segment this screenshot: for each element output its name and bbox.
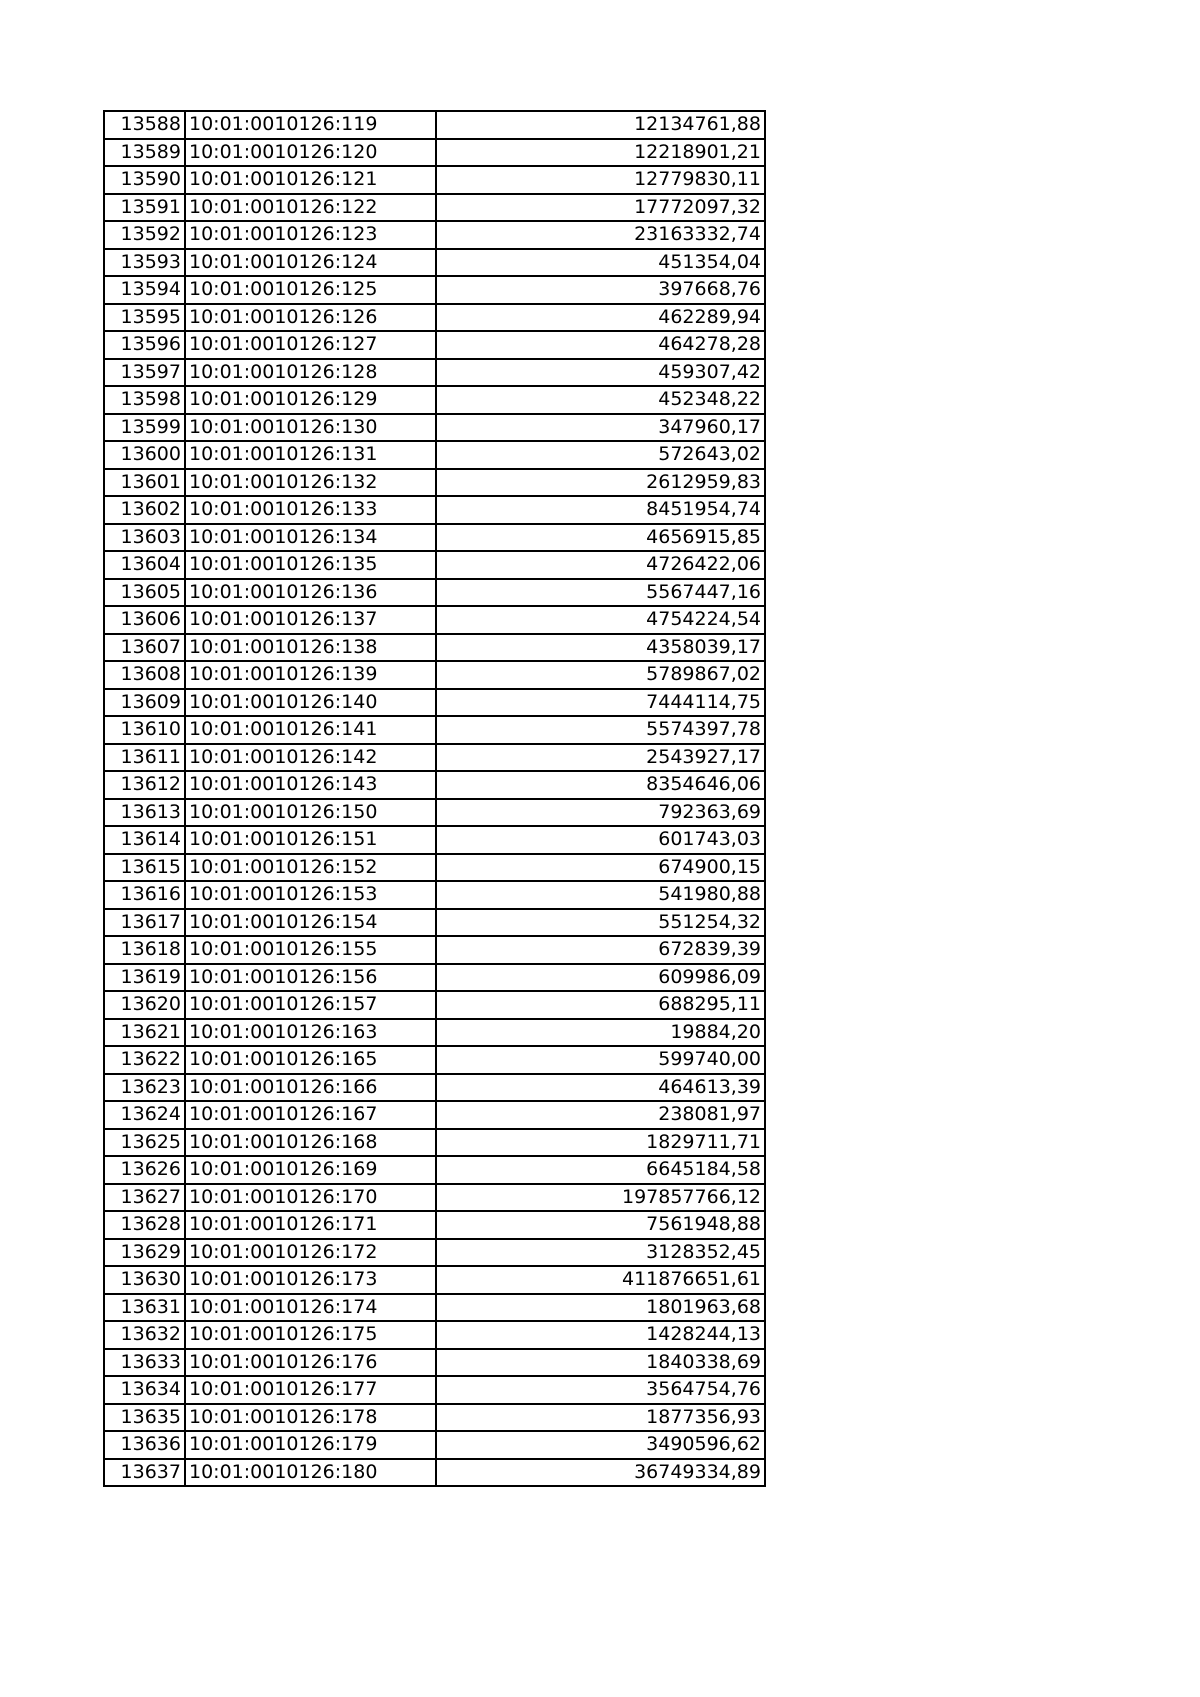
value-cell: 1801963,68 [436, 1294, 765, 1322]
cadastral-number-cell: 10:01:0010126:177 [185, 1376, 436, 1404]
value-cell: 19884,20 [436, 1019, 765, 1047]
row-number-cell: 13592 [104, 221, 185, 249]
row-number-cell: 13598 [104, 386, 185, 414]
row-number-cell: 13593 [104, 249, 185, 277]
table-row [104, 881, 765, 909]
row-number-cell: 13616 [104, 881, 185, 909]
cadastral-number-cell: 10:01:0010126:130 [185, 414, 436, 442]
table-row [104, 139, 765, 167]
cadastral-number-cell: 10:01:0010126:137 [185, 606, 436, 634]
row-number-cell: 13624 [104, 1101, 185, 1129]
row-number-cell: 13599 [104, 414, 185, 442]
table-row [104, 964, 765, 992]
table-row [104, 606, 765, 634]
row-number-cell: 13604 [104, 551, 185, 579]
cadastral-number-cell: 10:01:0010126:176 [185, 1349, 436, 1377]
value-cell: 4656915,85 [436, 524, 765, 552]
value-cell: 8354646,06 [436, 771, 765, 799]
row-number-cell: 13630 [104, 1266, 185, 1294]
cadastral-number-cell: 10:01:0010126:139 [185, 661, 436, 689]
row-number-cell: 13617 [104, 909, 185, 937]
row-number-cell: 13605 [104, 579, 185, 607]
cadastral-number-cell: 10:01:0010126:175 [185, 1321, 436, 1349]
value-cell: 599740,00 [436, 1046, 765, 1074]
table-row [104, 414, 765, 442]
value-cell: 452348,22 [436, 386, 765, 414]
value-cell: 601743,03 [436, 826, 765, 854]
cadastral-number-cell: 10:01:0010126:171 [185, 1211, 436, 1239]
value-cell: 197857766,12 [436, 1184, 765, 1212]
value-cell: 7444114,75 [436, 689, 765, 717]
value-cell: 459307,42 [436, 359, 765, 387]
row-number-cell: 13588 [104, 111, 185, 139]
table-row [104, 991, 765, 1019]
cadastral-number-cell: 10:01:0010126:132 [185, 469, 436, 497]
cadastral-number-cell: 10:01:0010126:174 [185, 1294, 436, 1322]
table-row [104, 1459, 765, 1487]
row-number-cell: 13632 [104, 1321, 185, 1349]
value-cell: 4358039,17 [436, 634, 765, 662]
cadastral-number-cell: 10:01:0010126:126 [185, 304, 436, 332]
row-number-cell: 13629 [104, 1239, 185, 1267]
table-row [104, 304, 765, 332]
value-cell: 8451954,74 [436, 496, 765, 524]
value-cell: 551254,32 [436, 909, 765, 937]
table-row [104, 1239, 765, 1267]
cadastral-number-cell: 10:01:0010126:179 [185, 1431, 436, 1459]
table-row [104, 249, 765, 277]
cadastral-number-cell: 10:01:0010126:157 [185, 991, 436, 1019]
cadastral-number-cell: 10:01:0010126:121 [185, 166, 436, 194]
table-row [104, 111, 765, 139]
value-cell: 464613,39 [436, 1074, 765, 1102]
row-number-cell: 13613 [104, 799, 185, 827]
table-row [104, 1101, 765, 1129]
cadastral-number-cell: 10:01:0010126:172 [185, 1239, 436, 1267]
value-cell: 3128352,45 [436, 1239, 765, 1267]
row-number-cell: 13628 [104, 1211, 185, 1239]
row-number-cell: 13610 [104, 716, 185, 744]
cadastral-number-cell: 10:01:0010126:128 [185, 359, 436, 387]
cadastral-number-cell: 10:01:0010126:134 [185, 524, 436, 552]
row-number-cell: 13595 [104, 304, 185, 332]
table-row [104, 1321, 765, 1349]
row-number-cell: 13637 [104, 1459, 185, 1487]
value-cell: 609986,09 [436, 964, 765, 992]
table-row [104, 524, 765, 552]
cadastral-number-cell: 10:01:0010126:156 [185, 964, 436, 992]
table-row [104, 1211, 765, 1239]
row-number-cell: 13607 [104, 634, 185, 662]
row-number-cell: 13636 [104, 1431, 185, 1459]
cadastral-number-cell: 10:01:0010126:133 [185, 496, 436, 524]
table-row [104, 661, 765, 689]
row-number-cell: 13619 [104, 964, 185, 992]
value-cell: 541980,88 [436, 881, 765, 909]
cadastral-number-cell: 10:01:0010126:142 [185, 744, 436, 772]
row-number-cell: 13611 [104, 744, 185, 772]
cadastral-number-cell: 10:01:0010126:173 [185, 1266, 436, 1294]
value-cell: 1428244,13 [436, 1321, 765, 1349]
cadastral-number-cell: 10:01:0010126:167 [185, 1101, 436, 1129]
value-cell: 572643,02 [436, 441, 765, 469]
table-row [104, 359, 765, 387]
value-cell: 3564754,76 [436, 1376, 765, 1404]
value-cell: 688295,11 [436, 991, 765, 1019]
table-row [104, 1294, 765, 1322]
data-table [103, 110, 766, 1487]
cadastral-number-cell: 10:01:0010126:180 [185, 1459, 436, 1487]
cadastral-number-cell: 10:01:0010126:123 [185, 221, 436, 249]
value-cell: 5567447,16 [436, 579, 765, 607]
cadastral-number-cell: 10:01:0010126:170 [185, 1184, 436, 1212]
row-number-cell: 13591 [104, 194, 185, 222]
table-row [104, 166, 765, 194]
row-number-cell: 13590 [104, 166, 185, 194]
cadastral-number-cell: 10:01:0010126:135 [185, 551, 436, 579]
value-cell: 1840338,69 [436, 1349, 765, 1377]
row-number-cell: 13620 [104, 991, 185, 1019]
row-number-cell: 13606 [104, 606, 185, 634]
value-cell: 397668,76 [436, 276, 765, 304]
cadastral-number-cell: 10:01:0010126:124 [185, 249, 436, 277]
cadastral-number-cell: 10:01:0010126:152 [185, 854, 436, 882]
table-row [104, 1349, 765, 1377]
cadastral-number-cell: 10:01:0010126:120 [185, 139, 436, 167]
row-number-cell: 13602 [104, 496, 185, 524]
row-number-cell: 13615 [104, 854, 185, 882]
row-number-cell: 13597 [104, 359, 185, 387]
value-cell: 5789867,02 [436, 661, 765, 689]
value-cell: 7561948,88 [436, 1211, 765, 1239]
row-number-cell: 13621 [104, 1019, 185, 1047]
cadastral-number-cell: 10:01:0010126:178 [185, 1404, 436, 1432]
table-row [104, 716, 765, 744]
value-cell: 347960,17 [436, 414, 765, 442]
value-cell: 464278,28 [436, 331, 765, 359]
value-cell: 674900,15 [436, 854, 765, 882]
cadastral-number-cell: 10:01:0010126:143 [185, 771, 436, 799]
table-row [104, 1074, 765, 1102]
table-row [104, 276, 765, 304]
cadastral-number-cell: 10:01:0010126:153 [185, 881, 436, 909]
value-cell: 36749334,89 [436, 1459, 765, 1487]
row-number-cell: 13626 [104, 1156, 185, 1184]
value-cell: 238081,97 [436, 1101, 765, 1129]
row-number-cell: 13631 [104, 1294, 185, 1322]
value-cell: 411876651,61 [436, 1266, 765, 1294]
table-row [104, 1129, 765, 1157]
table-row [104, 496, 765, 524]
cadastral-number-cell: 10:01:0010126:151 [185, 826, 436, 854]
table-row [104, 551, 765, 579]
row-number-cell: 13601 [104, 469, 185, 497]
row-number-cell: 13589 [104, 139, 185, 167]
table-row [104, 744, 765, 772]
cadastral-number-cell: 10:01:0010126:165 [185, 1046, 436, 1074]
value-cell: 4754224,54 [436, 606, 765, 634]
cadastral-number-cell: 10:01:0010126:163 [185, 1019, 436, 1047]
row-number-cell: 13627 [104, 1184, 185, 1212]
table-row [104, 579, 765, 607]
value-cell: 1829711,71 [436, 1129, 765, 1157]
table-row [104, 386, 765, 414]
table-row [104, 1376, 765, 1404]
table-row [104, 331, 765, 359]
cadastral-number-cell: 10:01:0010126:131 [185, 441, 436, 469]
table-row [104, 1019, 765, 1047]
table-row [104, 936, 765, 964]
row-number-cell: 13603 [104, 524, 185, 552]
cadastral-number-cell: 10:01:0010126:154 [185, 909, 436, 937]
row-number-cell: 13600 [104, 441, 185, 469]
cadastral-number-cell: 10:01:0010126:136 [185, 579, 436, 607]
value-cell: 1877356,93 [436, 1404, 765, 1432]
row-number-cell: 13622 [104, 1046, 185, 1074]
table-row [104, 1156, 765, 1184]
value-cell: 462289,94 [436, 304, 765, 332]
row-number-cell: 13635 [104, 1404, 185, 1432]
table-row [104, 1431, 765, 1459]
table-row [104, 1404, 765, 1432]
table-row [104, 1184, 765, 1212]
row-number-cell: 13623 [104, 1074, 185, 1102]
table-row [104, 689, 765, 717]
cadastral-number-cell: 10:01:0010126:150 [185, 799, 436, 827]
row-number-cell: 13609 [104, 689, 185, 717]
value-cell: 5574397,78 [436, 716, 765, 744]
table-row [104, 1266, 765, 1294]
cadastral-number-cell: 10:01:0010126:122 [185, 194, 436, 222]
cadastral-number-cell: 10:01:0010126:169 [185, 1156, 436, 1184]
table-row [104, 221, 765, 249]
row-number-cell: 13634 [104, 1376, 185, 1404]
table-row [104, 441, 765, 469]
cadastral-number-cell: 10:01:0010126:125 [185, 276, 436, 304]
value-cell: 12218901,21 [436, 139, 765, 167]
row-number-cell: 13612 [104, 771, 185, 799]
row-number-cell: 13596 [104, 331, 185, 359]
row-number-cell: 13625 [104, 1129, 185, 1157]
cadastral-number-cell: 10:01:0010126:140 [185, 689, 436, 717]
value-cell: 792363,69 [436, 799, 765, 827]
table-row [104, 469, 765, 497]
value-cell: 2612959,83 [436, 469, 765, 497]
row-number-cell: 13594 [104, 276, 185, 304]
value-cell: 12779830,11 [436, 166, 765, 194]
value-cell: 17772097,32 [436, 194, 765, 222]
value-cell: 451354,04 [436, 249, 765, 277]
table-row [104, 799, 765, 827]
value-cell: 2543927,17 [436, 744, 765, 772]
table-row [104, 771, 765, 799]
value-cell: 4726422,06 [436, 551, 765, 579]
cadastral-number-cell: 10:01:0010126:127 [185, 331, 436, 359]
cadastral-number-cell: 10:01:0010126:119 [185, 111, 436, 139]
table-row [104, 909, 765, 937]
value-cell: 12134761,88 [436, 111, 765, 139]
value-cell: 3490596,62 [436, 1431, 765, 1459]
row-number-cell: 13614 [104, 826, 185, 854]
row-number-cell: 13618 [104, 936, 185, 964]
cadastral-number-cell: 10:01:0010126:168 [185, 1129, 436, 1157]
table-row [104, 1046, 765, 1074]
row-number-cell: 13633 [104, 1349, 185, 1377]
cadastral-number-cell: 10:01:0010126:141 [185, 716, 436, 744]
cadastral-number-cell: 10:01:0010126:138 [185, 634, 436, 662]
table-row [104, 854, 765, 882]
value-cell: 672839,39 [436, 936, 765, 964]
table-body [104, 111, 765, 1486]
row-number-cell: 13608 [104, 661, 185, 689]
cadastral-number-cell: 10:01:0010126:129 [185, 386, 436, 414]
table-row [104, 194, 765, 222]
cadastral-number-cell: 10:01:0010126:155 [185, 936, 436, 964]
table-row [104, 826, 765, 854]
value-cell: 23163332,74 [436, 221, 765, 249]
table-row [104, 634, 765, 662]
value-cell: 6645184,58 [436, 1156, 765, 1184]
cadastral-number-cell: 10:01:0010126:166 [185, 1074, 436, 1102]
